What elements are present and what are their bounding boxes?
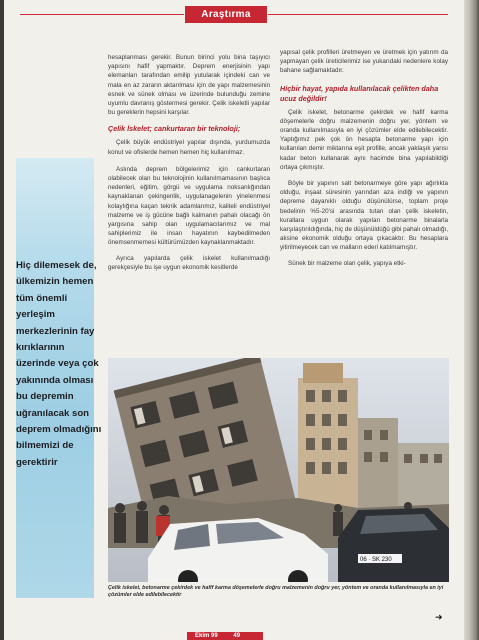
paragraph: Böyle bir yapının salt betonarmeye göre yapı ağırlıkta olduğu, inşaat süresinin yarından aza indiği ve yapının depreme dayanıklı olduğu düşünülürse, toplam proje bedelinin %5-20'si arasında tutan olan çelik iskeletin, kurallara uygun olarak yapılan betonarme binalarla karşılaştırıldığında, hiç de düşünüldüğü gibi pahalı olmadığı, aksine ekonomik olduğu ortaya çıkacaktır. Bu hesaplara yitirilmeyecek can ve malların ederi katılmamıştır. [280,180,448,252]
paragraph: yapısal çelik profilleri üretmeyen ve üretmek için yatırım da yapmayan çelik üreticilerimiz ise yukarıdaki nedenlere kolay bahane sağlamaktadır. [280,49,448,75]
subheading: Hiçbir hayat, yapıda kullanılacak çelikten daha ucuz değildir! [280,83,439,103]
magazine-page [4,0,464,640]
collapsed-building-illustration [108,358,449,582]
paragraph: Ayrıca yapılarda çelik iskelet kullanılmadığı gerekçesiyle bu işe uygun ekonomik kesitlerde [108,254,270,271]
footer-month: Ekim 99 [195,633,218,639]
header-rule-right [268,14,448,15]
section-tab: Araştırma [185,6,267,23]
dark-car [338,508,449,582]
paragraph: Çelik büyük endüstriyel yapılar dışında, yurdumuzda konut ve ofislerde hemen hemen hiç kullanılmaz. [108,139,270,156]
subheading: Çelik İskelet; cankurtaran bir teknoloji; [108,124,241,134]
paragraph: hesaplanması gerekir. Bunun birinci yolu bina taşıyıcı yapısını hafif yapmaktır. Deprem enerjisinin yapı elemanları tarafından emilip yutularak içindeki can ve mala en az zararın aktarılması için de yapı malzemesinin esnek ve sünek olması ve üzerinde bulunduğu zemine uyumlu davranış göstermesi gerekir. Çelik iskeletli yapılar bu gereklerin hepsini karşılar. [108,54,270,117]
photo-caption: Çelik iskelet, betonarme çekirdek ve hafif karma döşemelerle doğru malzemenin doğru yer, yöntem ve oranda kullanılmasıyla en iyi çözümler elde edilebilecektir [108,585,444,599]
page-footer [187,632,263,640]
arrow-right-icon: ➜ [435,612,443,622]
paragraph: Aslında deprem bölgelerimiz için cankurtaran olabilecek olan bu teknolojinin kullanılmamasının başlıca nedenleri, eğitim, görgü ve uygulama noksanlığından kaynaklanan çekingenlik, uygulanagelenin yinelenmesi kolaylığına kaçan teknik adamlarımız, kaliteli endüstriyel malzeme ve iş gücüne bağlı kalmanın pahalı olacağı ön yargısına sahip olan uygulamacılarımız ve mal sahiplerimiz ile insan hayatının kaybedilmeden önemsenmemesi kültürümüzden kaynaklanmaktadır. [108,165,270,247]
earthquake-photo [108,358,449,582]
header-rule-left [20,14,184,15]
license-plate: 06 · SK 230 [360,557,392,563]
paragraph: Çelik iskelet, betonarme çekirdek ve hafif karma döşemelerle doğru malzemenin doğru yer, yöntem ve oranda kullanılmasıyla en iyi çözümler elde edilebilecektir. Yaptığımız pek çok ön hesapta betonarme yapı için kullanılan demir miktarına eşit profille, ancak yaklaşık yarısı kadar beton kullanarak aynı hacimde bina yapılabildiği ortaya çıkmıştır. [280,108,448,171]
article-column-2 [280,48,448,268]
paragraph: Sünek bir malzeme olan çelik, yapıya etki- [288,259,406,267]
page-edge [464,0,479,640]
article-column-1 [108,53,270,272]
pullquote: Hiç dilemesek de, ülkemizin hemen tüm önemli yerleşim merkezlerinin fay kırıklarının üzerinde veya çok yakınında olması bu depremin uğranılacak son deprem olmadığını bilmemizi de gerektirir [16,260,102,468]
page-number: 49 [233,633,241,639]
